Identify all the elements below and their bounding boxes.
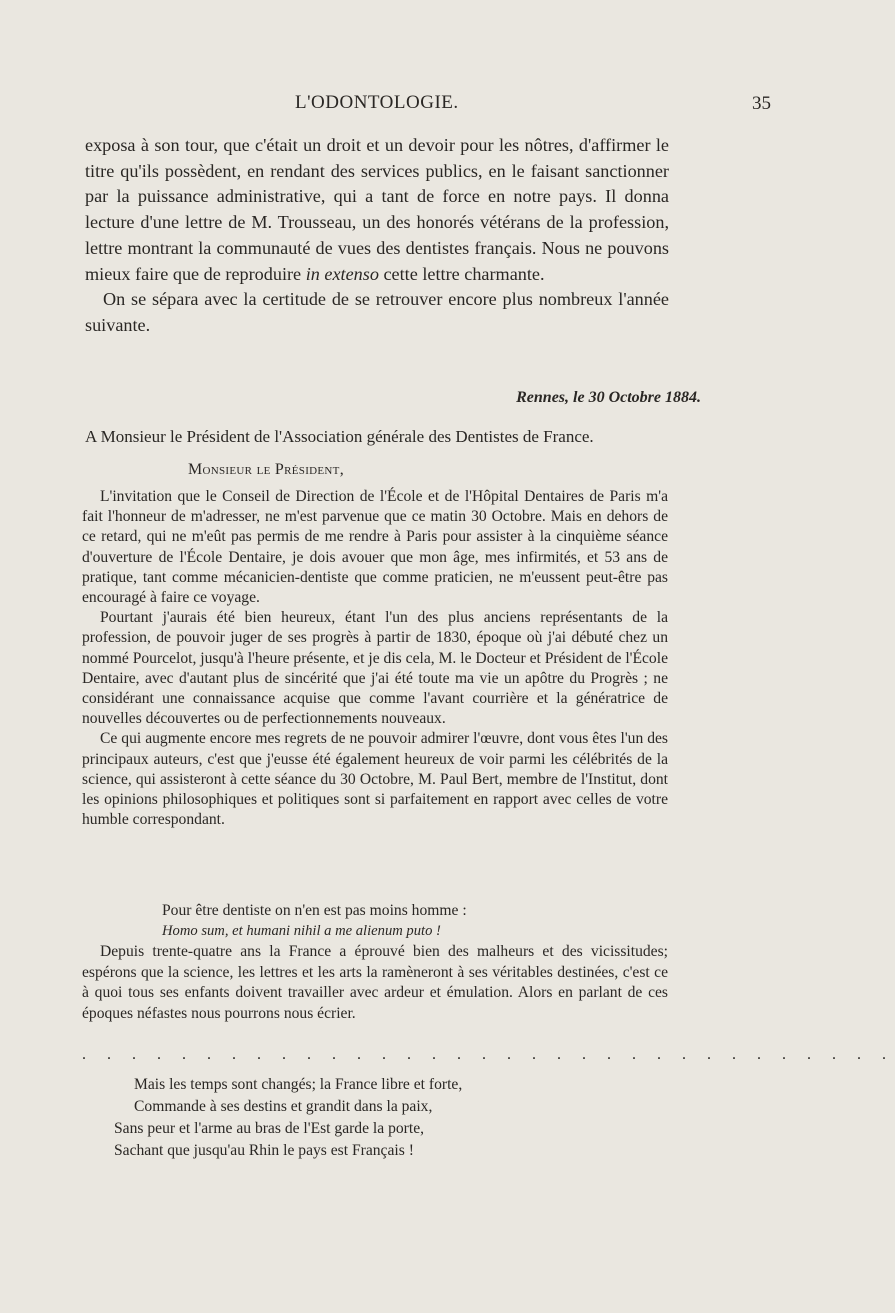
letter-paragraph: Ce qui augmente encore mes regrets de ne pouvoir admirer l'œuvre, dont vous êtes l'un des principaux auteurs, c'est que j'eusse été également heureux de voir parmi les célébrités de la science, qui assisteront à cette séance du 30 Octobre, M. Paul Bert, membre de l'Institut, dont les opinions philosophiques et politiques sont si parfaitement en rapport avec celles de votre humble correspondant. xyxy=(82,730,668,829)
italic-phrase: in extenso xyxy=(305,263,379,284)
quote-line: Pour être dentiste on n'en est pas moins homme : xyxy=(162,902,467,919)
letter-salutation: Monsieur le Président, xyxy=(188,461,344,478)
page-number: 35 xyxy=(752,93,771,114)
letter-paragraph: L'invitation que le Conseil de Direction de l'École et de l'Hôpital Dentaires de Paris m'a fait l'honneur de m'adresser, ne m'est parvenue que ce matin 30 Octobre. Mais en dehors de ce retard, qui ne m'eût pas permis de me rendre à Paris pour assister à la cinquième séance d'ouverture de l'École Dentaire, je dois avouer que mon âge, mes infirmités, et 53 ans de pratique, tant comme mécanicien-dentiste que comme praticien, ne m'eussent peut-être pas encouragé à faire ce voyage. xyxy=(82,488,668,607)
poem-line: Sans peur et l'arme au bras de l'Est garde la porte, xyxy=(114,1120,425,1137)
ellipsis-row: . . . . . . . . . . . . . . . . . . . . . . . . . . . . . . . . . xyxy=(82,1046,895,1063)
poem xyxy=(114,1074,462,1162)
poem-line: Commande à ses destins et grandit dans la paix, xyxy=(134,1098,433,1115)
letter-body xyxy=(82,487,668,830)
latin-quote: Homo sum, et humani nihil a me alienum puto ! xyxy=(162,923,441,939)
letter-addressee: A Monsieur le Président de l'Association générale des Dentistes de France. xyxy=(85,427,594,446)
quote-block xyxy=(162,900,467,942)
letter-dateline: Rennes, le 30 Octobre 1884. xyxy=(516,389,701,406)
poem-line: Mais les temps sont changés; la France libre et forte, xyxy=(134,1076,463,1093)
intro-paragraph-text: exposa à son tour, que c'était un droit et un devoir pour les nôtres, d'affirmer le titre qu'ils possèdent, en rendant des services publics, en le faisant sanctionner par la puissance administrative, qui a tant de force en notre pays. Il donna lecture d'une lettre de M. Trousseau, un des honorés vétérans de la profession, lettre montrant la communauté de vues des dentistes français. Nous ne pouvons mieux faire que de reproduire xyxy=(85,135,669,284)
intro-text xyxy=(85,133,669,339)
intro-closing-paragraph: On se sépara avec la certitude de se retrouver encore plus nombreux l'année suivante. xyxy=(85,289,669,335)
letter-closing-text xyxy=(82,942,668,1024)
journal-title: L'ODONTOLOGIE. xyxy=(295,92,459,113)
letter-paragraph: Depuis trente-quatre ans la France a éprouvé bien des malheurs et des vicissitudes; espérons que la science, les lettres et les arts la ramèneront à ses véritables destinées, c'est ce à quoi tous ses enfants doivent travailler avec ardeur et émulation. Alors en parlant de ces époques néfastes nous pourrons nous écrier. xyxy=(82,943,668,1022)
letter-paragraph: Pourtant j'aurais été bien heureux, étant l'un des plus anciens représentants de la profession, de pouvoir juger de ses progrès à partir de 1830, époque où j'ai débuté chez un nommé Pourcelot, jusqu'à l'heure présente, et je dis cela, M. le Docteur et Président de l'École Dentaire, avec d'autant plus de sincérité que j'ai été toute ma vie un apôtre du Progrès ; ne considérant une connaissance acquise que comme l'avant courrière et la génératrice de nouvelles découvertes ou de perfectionnements nouveaux. xyxy=(82,609,668,728)
poem-line: Sachant que jusqu'au Rhin le pays est Français ! xyxy=(114,1142,414,1159)
intro-paragraph-end: cette lettre charmante. xyxy=(383,263,545,284)
running-head xyxy=(0,92,800,118)
intro-paragraph xyxy=(85,133,669,287)
